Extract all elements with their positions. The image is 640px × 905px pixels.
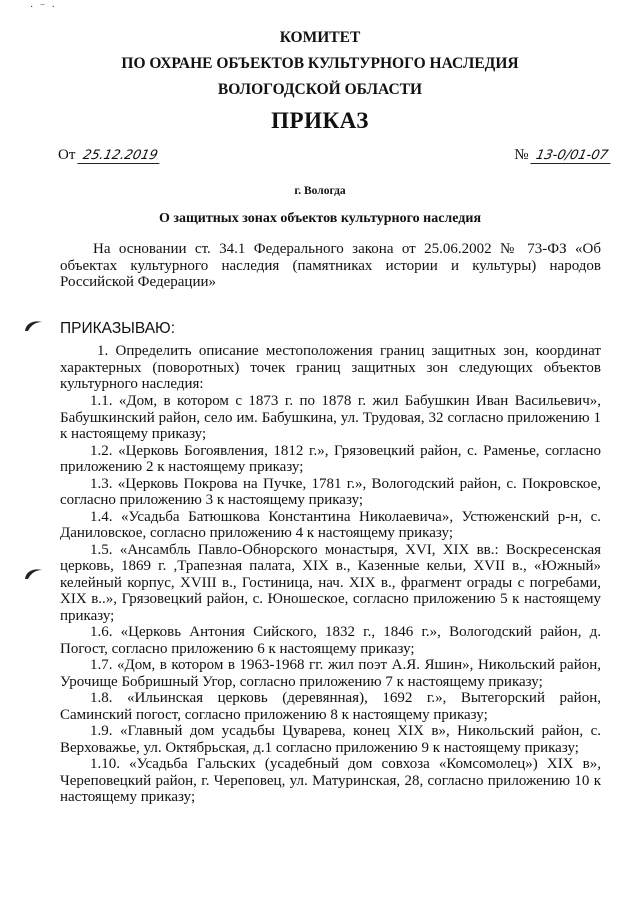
legal-basis-paragraph: На основании ст. 34.1 Федерального закона от 25.06.2002 № 73-ФЗ «Об объектах культурного наследия (памятниках истории и культуры) народов Российской Федерации» xyxy=(60,241,601,290)
list-item: 1.8. «Ильинская церковь (деревянная), 1692 г.», Вытегорский район, Саминский погост, согласно приложению 8 к настоящему приказу; xyxy=(60,690,601,723)
document-type-heading: ПРИКАЗ xyxy=(271,108,369,133)
hole-punch-mark-icon xyxy=(22,318,44,334)
number-prefix: № xyxy=(514,147,529,163)
committee-subtitle: ПО ОХРАНЕ ОБЪЕКТОВ КУЛЬТУРНОГО НАСЛЕДИЯ xyxy=(121,55,519,72)
list-item: 1.4. «Усадьба Батюшкова Константина Николаевича», Устюженский р-н, с. Даниловское, согласно приложению 4 к настоящему приказу; xyxy=(60,508,601,541)
list-item: 1.10. «Усадьба Гальских (усадебный дом совхоза «Комсомолец») XIX в», Череповецкий район, г. Череповец, ул. Матуринская, 28, согласно приложению 10 к настоящему приказу; xyxy=(60,756,601,805)
order-word: ПРИКАЗЫВАЮ: xyxy=(60,320,176,337)
list-item: 1.2. «Церковь Богоявления, 1812 г.», Грязовецкий район, с. Раменье, согласно приложению 2 к настоящему приказу; xyxy=(60,442,601,475)
handwritten-date: 25.12.2019 xyxy=(77,148,163,164)
order-item-1: 1. Определить описание местоположения границ защитных зон, координат характерных (поворотных) точек границ защитных зон следующих объектов культурного наследия: xyxy=(60,343,601,392)
scan-speck: · ⁻ · xyxy=(30,2,57,13)
city-label: г. Вологда xyxy=(294,185,346,197)
list-item: 1.7. «Дом, в котором в 1963-1968 гг. жил поэт А.Я. Яшин», Никольский район, Урочище Бобришный Угор, согласно приложению 7 к настоящему приказу; xyxy=(60,657,601,690)
list-item: 1.3. «Церковь Покрова на Пучке, 1781 г.», Вологодский район, с. Покровское, согласно приложению 3 к настоящему приказу; xyxy=(60,475,601,508)
list-item: 1.6. «Церковь Антония Сийского, 1832 г., 1846 г.», Вологодский район, д. Погост, согласно приложению 6 к настоящему приказу; xyxy=(60,624,601,657)
committee-title: КОМИТЕТ xyxy=(279,29,361,46)
document-subject: О защитных зонах объектов культурного наследия xyxy=(158,211,482,226)
handwritten-number: 13-0/01-07 xyxy=(531,148,614,164)
heritage-objects-list xyxy=(60,393,601,806)
number-line xyxy=(514,147,612,164)
date-prefix: От xyxy=(58,147,76,163)
list-item: 1.1. «Дом, в котором с 1873 г. по 1878 г. жил Бабушкин Иван Васильевич», Бабушкинский район, село им. Бабушкина, ул. Трудовая, 32 согласно приложению 1 к настоящему приказу; xyxy=(60,393,601,442)
list-item: 1.9. «Главный дом усадьбы Цуварева, конец XIX в», Никольский район, с. Верховажье, ул. Октябрьская, д.1 согласно приложению 9 к настоящему приказу; xyxy=(60,723,601,756)
list-item: 1.5. «Ансамбль Павло-Обнорского монастыря, XVI, XIX вв.: Воскресенская церковь, 1869 г. ,Трапезная палата, XIX в., Казенные кельи, XVII в., «Южный» келейный корпус, XVIII в., Гостиница, нач. XIX в., фрагмент ограды с погребами, XIX в..», Грязовецкий район, с. Юношеское, согласно приложению 5 к настоящему приказу; xyxy=(60,541,601,624)
hole-punch-mark-icon xyxy=(22,566,44,582)
date-line xyxy=(58,147,162,164)
committee-region: ВОЛОГОДСКОЙ ОБЛАСТИ xyxy=(217,81,423,98)
